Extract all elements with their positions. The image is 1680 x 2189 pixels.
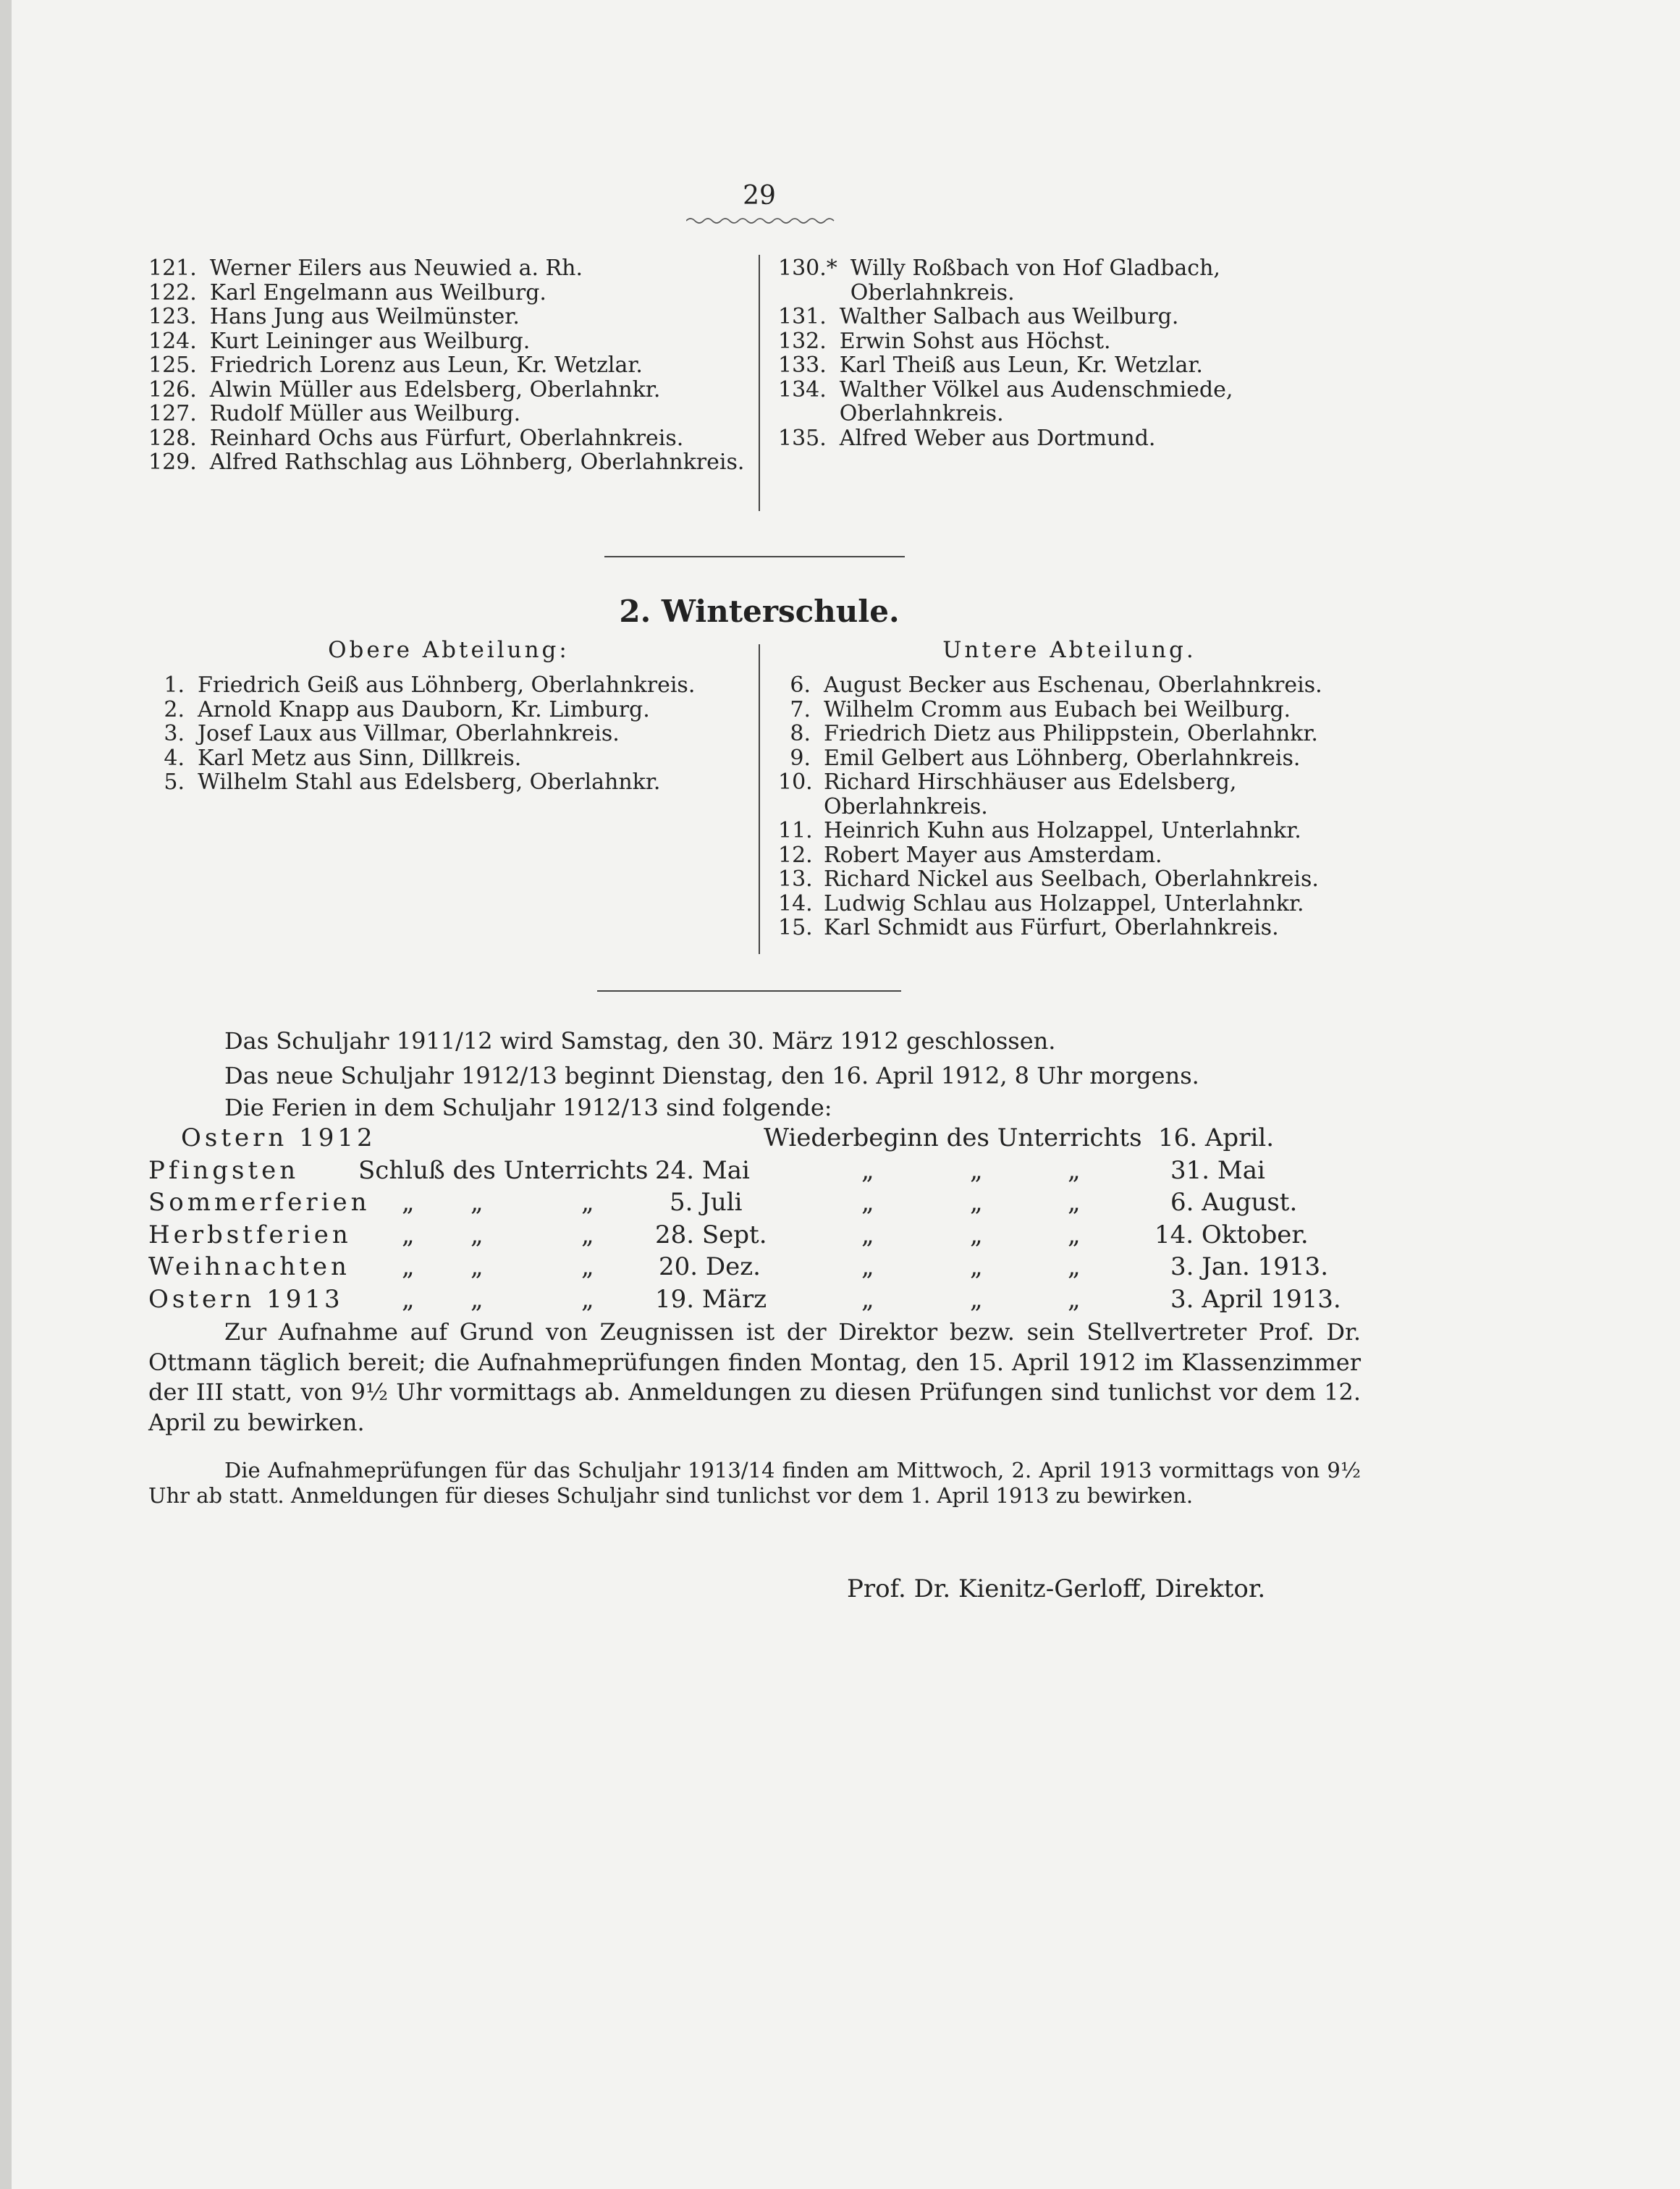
list-item: 121. Werner Eilers aus Neuwied a. Rh. <box>148 256 583 281</box>
list-item: 10. Richard Hirschhäuser aus Edelsberg, Oberlahnkreis. <box>778 769 1237 819</box>
list-item: 4. Karl Metz aus Sinn, Dillkreis. <box>164 745 522 771</box>
holiday-row: Ostern 1913 „ „ „ 19. März „ „ „ 3. April 1913. <box>148 1284 1341 1314</box>
list-item: 128. Reinhard Ochs aus Fürfurt, Oberlahnkreis. <box>148 425 684 451</box>
holiday-row: Ostern 1912 Wiederbeginn des Unterrichts 16. April. <box>181 1123 1275 1152</box>
list-item: 6. August Becker aus Eschenau, Oberlahnkreis. <box>790 672 1322 698</box>
section1-left-list <box>148 256 746 475</box>
lower-dept-heading: Untere Abteilung. <box>942 637 1196 663</box>
list-item: 132. Erwin Sohst aus Höchst. <box>778 328 1111 354</box>
notice-line-2: Das neue Schuljahr 1912/13 beginnt Dienstag, den 16. April 1912, 8 Uhr morgens. <box>224 1062 1199 1089</box>
upper-dept-heading: Obere Abteilung: <box>328 637 570 663</box>
admission-paragraph: Zur Aufnahme auf Grund von Zeugnissen ist der Direktor bezw. sein Stellvertreter Prof. Dr. Ottmann täglich bereit; die Aufnahmeprüfungen finden Montag, den 15. April 1912 im Klassenzimmer der III statt, von 9½ Uhr vormittags ab. Anmeldungen zu diesen Prüfungen sind tunlichst vor dem 12. April zu bewirken. <box>148 1318 1361 1436</box>
list-item: 133. Karl Theiß aus Leun, Kr. Wetzlar. <box>778 353 1203 378</box>
list-item: 8. Friedrich Dietz aus Philippstein, Oberlahnkr. <box>790 721 1318 746</box>
list-item: 127. Rudolf Müller aus Weilburg. <box>148 401 521 426</box>
holiday-row: Weihnachten „ „ „ 20. Dez. „ „ „ 3. Jan. 1913. <box>148 1252 1328 1281</box>
list-item: 7. Wilhelm Cromm aus Eubach bei Weilburg. <box>790 696 1291 722</box>
list-item: 5. Wilhelm Stahl aus Edelsberg, Oberlahnkr. <box>164 769 661 795</box>
list-item: 134. Walther Völkel aus Audenschmiede, Oberlahnkreis. <box>778 376 1233 426</box>
section1-right-list <box>778 256 1357 450</box>
list-item: 1. Friedrich Geiß aus Löhnberg, Oberlahnkreis. <box>164 672 696 698</box>
holiday-row: Pfingsten Schluß des Unterrichts 24. Mai „ „ „ 31. Mai <box>148 1155 1265 1185</box>
section-title: 2. Winterschule. <box>619 594 900 629</box>
page-edge <box>0 0 12 2189</box>
list-item: 122. Karl Engelmann aus Weilburg. <box>148 279 546 305</box>
list-item: 13. Richard Nickel aus Seelbach, Oberlahnkreis. <box>778 866 1319 892</box>
column-divider <box>759 644 760 954</box>
lower-dept-list <box>778 673 1364 940</box>
holiday-row: Herbstferien „ „ „ 28. Sept. „ „ „ 14. Oktober. <box>148 1220 1309 1249</box>
list-item: 12. Robert Mayer aus Amsterdam. <box>778 842 1162 868</box>
list-item: 125. Friedrich Lorenz aus Leun, Kr. Wetzlar. <box>148 353 643 378</box>
list-item: 131. Walther Salbach aus Weilburg. <box>778 304 1179 329</box>
list-item: 2. Arnold Knapp aus Dauborn, Kr. Limburg. <box>164 696 650 722</box>
holiday-row: Sommerferien „ „ „ 5. Juli „ „ „ 6. August. <box>148 1188 1298 1217</box>
list-item: 124. Kurt Leininger aus Weilburg. <box>148 328 531 354</box>
list-item: 135. Alfred Weber aus Dortmund. <box>778 425 1156 451</box>
list-item: 123. Hans Jung aus Weilmünster. <box>148 304 520 329</box>
notice-line-1: Das Schuljahr 1911/12 wird Samstag, den 30. März 1912 geschlossen. <box>224 1027 1056 1055</box>
list-item: 15. Karl Schmidt aus Fürfurt, Oberlahnkreis. <box>778 915 1279 940</box>
column-divider <box>759 255 760 511</box>
list-item: 11. Heinrich Kuhn aus Holzappel, Unterlahnkr. <box>778 818 1301 843</box>
signature: Prof. Dr. Kienitz-Gerloff, Direktor. <box>847 1574 1266 1603</box>
exam-paragraph: Die Aufnahmeprüfungen für das Schuljahr 1913/14 finden am Mittwoch, 2. April 1913 vormittags von 9½ Uhr ab statt. Anmeldungen für dieses Schuljahr sind tunlichst vor dem 1. April 1913 zu bewirken. <box>148 1458 1361 1508</box>
list-item: 9. Emil Gelbert aus Löhnberg, Oberlahnkreis. <box>790 745 1301 771</box>
section-rule <box>597 990 901 992</box>
list-item: 129. Alfred Rathschlag aus Löhnberg, Oberlahnkreis. <box>148 450 745 475</box>
page-number: 29 <box>743 181 776 211</box>
notice-line-3: Die Ferien in dem Schuljahr 1912/13 sind folgende: <box>224 1094 832 1121</box>
list-item: 126. Alwin Müller aus Edelsberg, Oberlahnkr. <box>148 376 661 402</box>
list-item: 130.* Willy Roßbach von Hof Gladbach, Oberlahnkreis. <box>778 256 1220 305</box>
list-item: 3. Josef Laux aus Villmar, Oberlahnkreis. <box>164 721 620 746</box>
list-item: 14. Ludwig Schlau aus Holzappel, Unterlahnkr. <box>778 890 1304 916</box>
wave-ornament <box>686 215 837 227</box>
section-rule <box>604 556 905 557</box>
upper-dept-list <box>148 673 749 795</box>
holiday-table <box>148 1123 1361 1317</box>
